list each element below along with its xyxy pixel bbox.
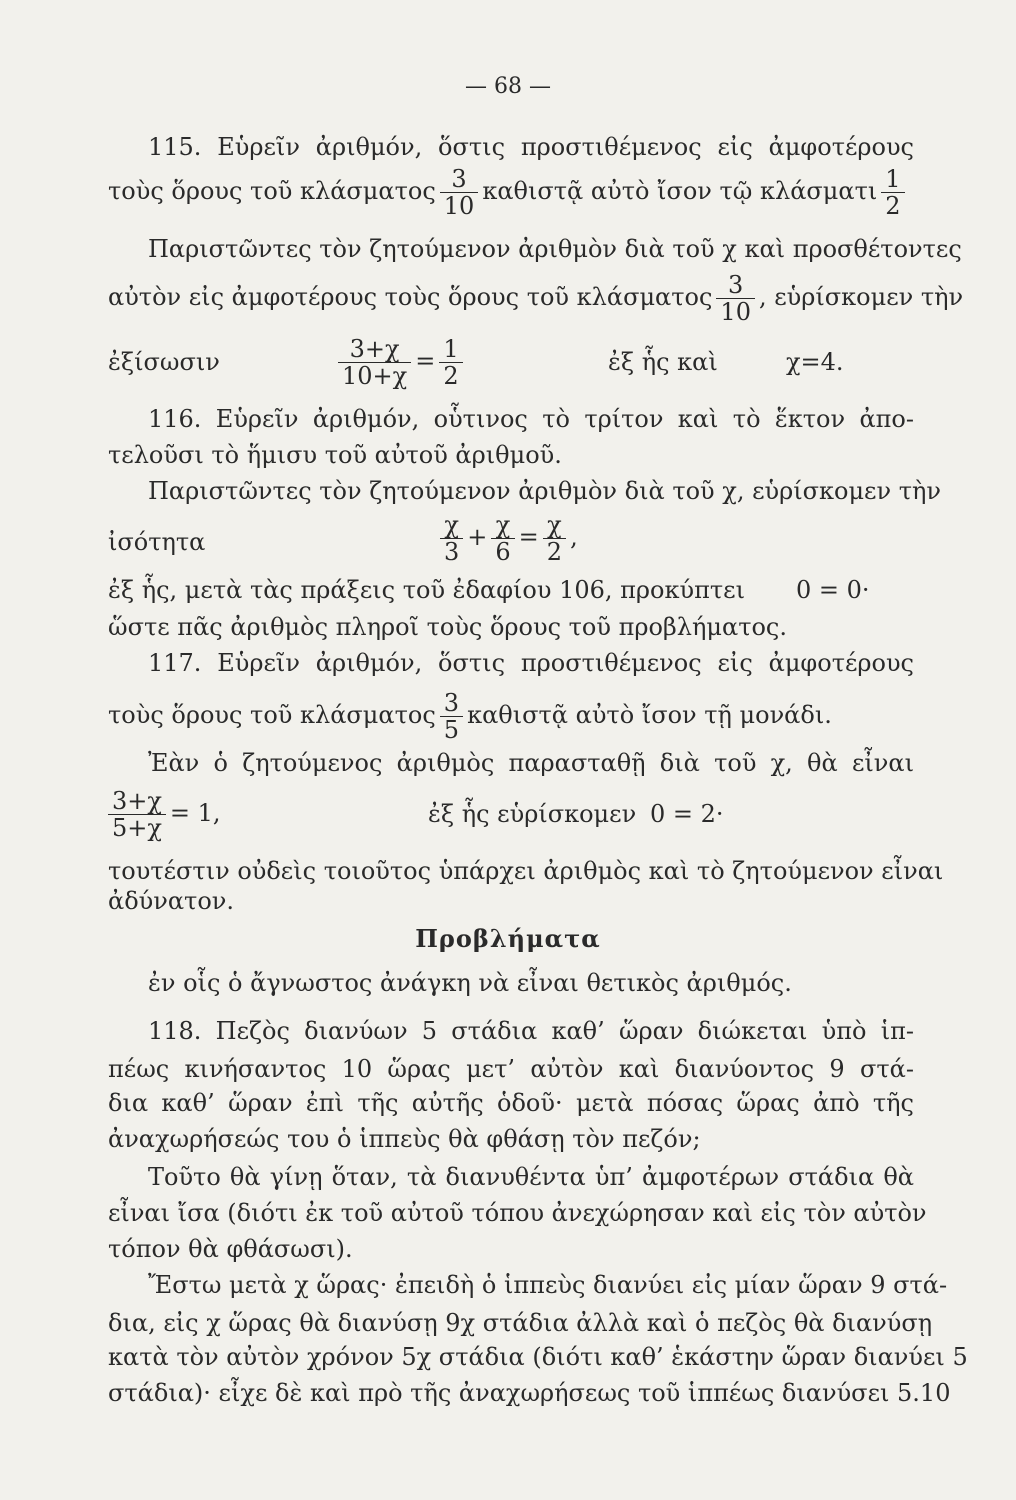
problem-117-line-2	[108, 690, 914, 743]
fraction-3-10	[716, 272, 755, 325]
fraction-numerator: χ	[491, 512, 514, 539]
problem-116-line-4: ἐξ ἧς, μετὰ τὰς πράξεις τοῦ ἐδαφίου 106, προκύπτει	[108, 576, 745, 604]
problem-117-line-3: Ἐὰν ὁ ζητούμενος ἀριθμὸς παρασταθῇ διὰ τοῦ χ, θὰ εἶναι	[148, 749, 914, 777]
equals-sign: =	[415, 347, 436, 375]
equation-116	[436, 512, 578, 565]
problem-117-line-4: τουτέστιν οὐδεὶς τοιοῦτος ὑπάρχει ἀριθμὸς καὶ τὸ ζητούμενον εἶναι	[108, 857, 944, 885]
fraction-denominator: 3	[444, 538, 460, 566]
problem-118-line-8: Ἔστω μετὰ χ ὥρας· ἐπειδὴ ὁ ἱππεὺς διανύει εἰς μίαν ὥραν 9 στά-	[148, 1271, 948, 1299]
fraction-denominator: 2	[443, 362, 459, 390]
text-segment: καθιστᾷ αὐτὸ ἴσον τῇ μονάδι.	[467, 701, 832, 729]
fraction-denominator: 10+χ	[342, 362, 408, 390]
fraction-x-2	[543, 512, 566, 565]
fraction-numerator: 3	[440, 166, 479, 193]
section-heading: Προβλήματα	[415, 924, 601, 953]
comma: ,	[570, 523, 578, 551]
fraction-lhs	[338, 336, 411, 389]
problem-117-line-1: 117. Εὑρεῖν ἀριθμόν, ὅστις προστιθέμενος εἰς ἀμφοτέρους	[148, 649, 914, 677]
page-number: — 68 —	[465, 74, 551, 99]
fraction-denominator: 2	[546, 538, 563, 566]
equation-result: 0 = 2·	[650, 800, 724, 828]
equals-sign: =	[518, 523, 539, 551]
fraction-1-2	[881, 166, 904, 219]
fraction-3-10	[440, 166, 479, 219]
equation-result: χ=4.	[786, 348, 844, 376]
text-segment: τοὺς ὅρους τοῦ κλάσματος	[108, 177, 436, 205]
fraction-rhs	[439, 336, 462, 389]
text-segment: καθιστᾷ αὐτὸ ἴσον τῷ κλάσματι	[482, 177, 878, 205]
equation-rhs: = 1,	[169, 799, 221, 827]
equation-result: 0 = 0·	[796, 576, 870, 604]
problem-118-line-2: πέως κινήσαντος 10 ὥρας μετ’ αὐτὸν καὶ διανύοντος 9 στά-	[108, 1055, 914, 1083]
fraction-numerator: 3+χ	[338, 336, 411, 363]
problem-118-line-11: στάδια)· εἶχε δὲ καὶ πρὸ τῆς ἀναχωρήσεως τοῦ ἱππέως διανύσει 5.10	[108, 1379, 951, 1407]
text-segment: αὐτὸν εἰς ἀμφοτέρους τοὺς ὅρους τοῦ κλάσματος	[108, 283, 713, 311]
fraction-numerator: χ	[543, 512, 566, 539]
fraction-denominator: 10	[443, 192, 475, 220]
problem-118-line-6: εἶναι ἴσα (διότι ἐκ τοῦ αὐτοῦ τόπου ἀνεχώρησαν καὶ εἰς τὸν αὐτὸν	[108, 1199, 927, 1227]
fraction-lhs	[108, 788, 166, 841]
problem-118-line-9: δια, εἰς χ ὥρας θὰ διανύσῃ 9χ στάδια ἀλλὰ καὶ ὁ πεζὸς θὰ διανύσῃ	[108, 1309, 933, 1337]
fraction-numerator: χ	[440, 512, 463, 539]
problem-115-line-2	[108, 166, 914, 219]
fraction-numerator: 1	[881, 166, 904, 193]
problem-118-line-3: δια καθ’ ὥραν ἐπὶ τῆς αὐτῆς ὁδοῦ· μετὰ πόσας ὥρας ἀπὸ τῆς	[108, 1089, 914, 1117]
fraction-x-6	[491, 512, 514, 565]
problem-116-line-5: ὥστε πᾶς ἀριθμὸς πληροῖ τοὺς ὅρους τοῦ προβλήματος.	[108, 613, 787, 641]
fraction-numerator: 1	[439, 336, 462, 363]
fraction-x-3	[440, 512, 463, 565]
problem-115-line-4	[108, 271, 964, 326]
fraction-denominator: 10	[720, 298, 751, 326]
fraction-denominator: 5	[443, 716, 460, 744]
problem-116-line-1: 116. Εὑρεῖν ἀριθμόν, οὗτινος τὸ τρίτον καὶ τὸ ἕκτον ἀπο-	[148, 405, 914, 433]
problem-117-line-5: ἀδύνατον.	[108, 887, 234, 915]
equation-117	[104, 788, 221, 841]
problem-118-line-5: Τοῦτο θὰ γίνῃ ὅταν, τὰ διανυθέντα ὑπ’ ἀμφοτέρων στάδια θὰ	[148, 1163, 914, 1191]
equation-tail: ἐξ ἧς εὑρίσκομεν	[428, 800, 637, 828]
fraction-3-5	[440, 690, 463, 743]
problem-116-line-3: Παριστῶντες τὸν ζητούμενον ἀριθμὸν διὰ τοῦ χ, εὑρίσκομεν τὴν	[148, 477, 941, 505]
equation-tail: ἐξ ἧς καὶ	[608, 348, 718, 376]
problem-115-line-1: 115. Εὑρεῖν ἀριθμόν, ὅστις προστιθέμενος εἰς ἀμφοτέρους	[148, 133, 914, 161]
fraction-numerator: 3+χ	[108, 788, 166, 815]
fraction-denominator: 5+χ	[112, 814, 162, 842]
problem-118-line-7: τόπον θὰ φθάσωσι).	[108, 1235, 353, 1263]
equation-115	[334, 336, 467, 389]
fraction-numerator: 3	[716, 272, 755, 299]
fraction-numerator: 3	[440, 690, 463, 717]
problem-118-line-4: ἀναχωρήσεώς του ὁ ἱππεὺς θὰ φθάσῃ τὸν πεζόν;	[108, 1125, 701, 1153]
problem-116-line-2: τελοῦσι τὸ ἥμισυ τοῦ αὐτοῦ ἀριθμοῦ.	[108, 441, 562, 469]
text-segment: , εὑρίσκομεν τὴν	[758, 283, 964, 311]
problem-118-line-10: κατὰ τὸν αὐτὸν χρόνον 5χ στάδια (διότι καθ’ ἑκάστην ὥραν διανύει 5	[108, 1343, 968, 1371]
problem-115-line-3: Παριστῶντες τὸν ζητούμενον ἀριθμὸν διὰ τοῦ χ καὶ προσθέτοντες	[148, 235, 962, 263]
equation-label: ἐξίσωσιν	[108, 348, 220, 376]
section-intro: ἐν οἷς ὁ ἄγνωστος ἀνάγκη νὰ εἶναι θετικὸς ἀριθμός.	[148, 969, 792, 997]
fraction-denominator: 6	[495, 538, 511, 566]
text-segment: τοὺς ὅρους τοῦ κλάσματος	[108, 701, 436, 729]
problem-118-line-1: 118. Πεζὸς διανύων 5 στάδια καθ’ ὥραν διώκεται ὑπὸ ἱπ-	[148, 1017, 914, 1045]
equation-label: ἰσότητα	[108, 528, 206, 556]
fraction-denominator: 2	[885, 192, 901, 220]
plus-sign: +	[467, 523, 488, 551]
